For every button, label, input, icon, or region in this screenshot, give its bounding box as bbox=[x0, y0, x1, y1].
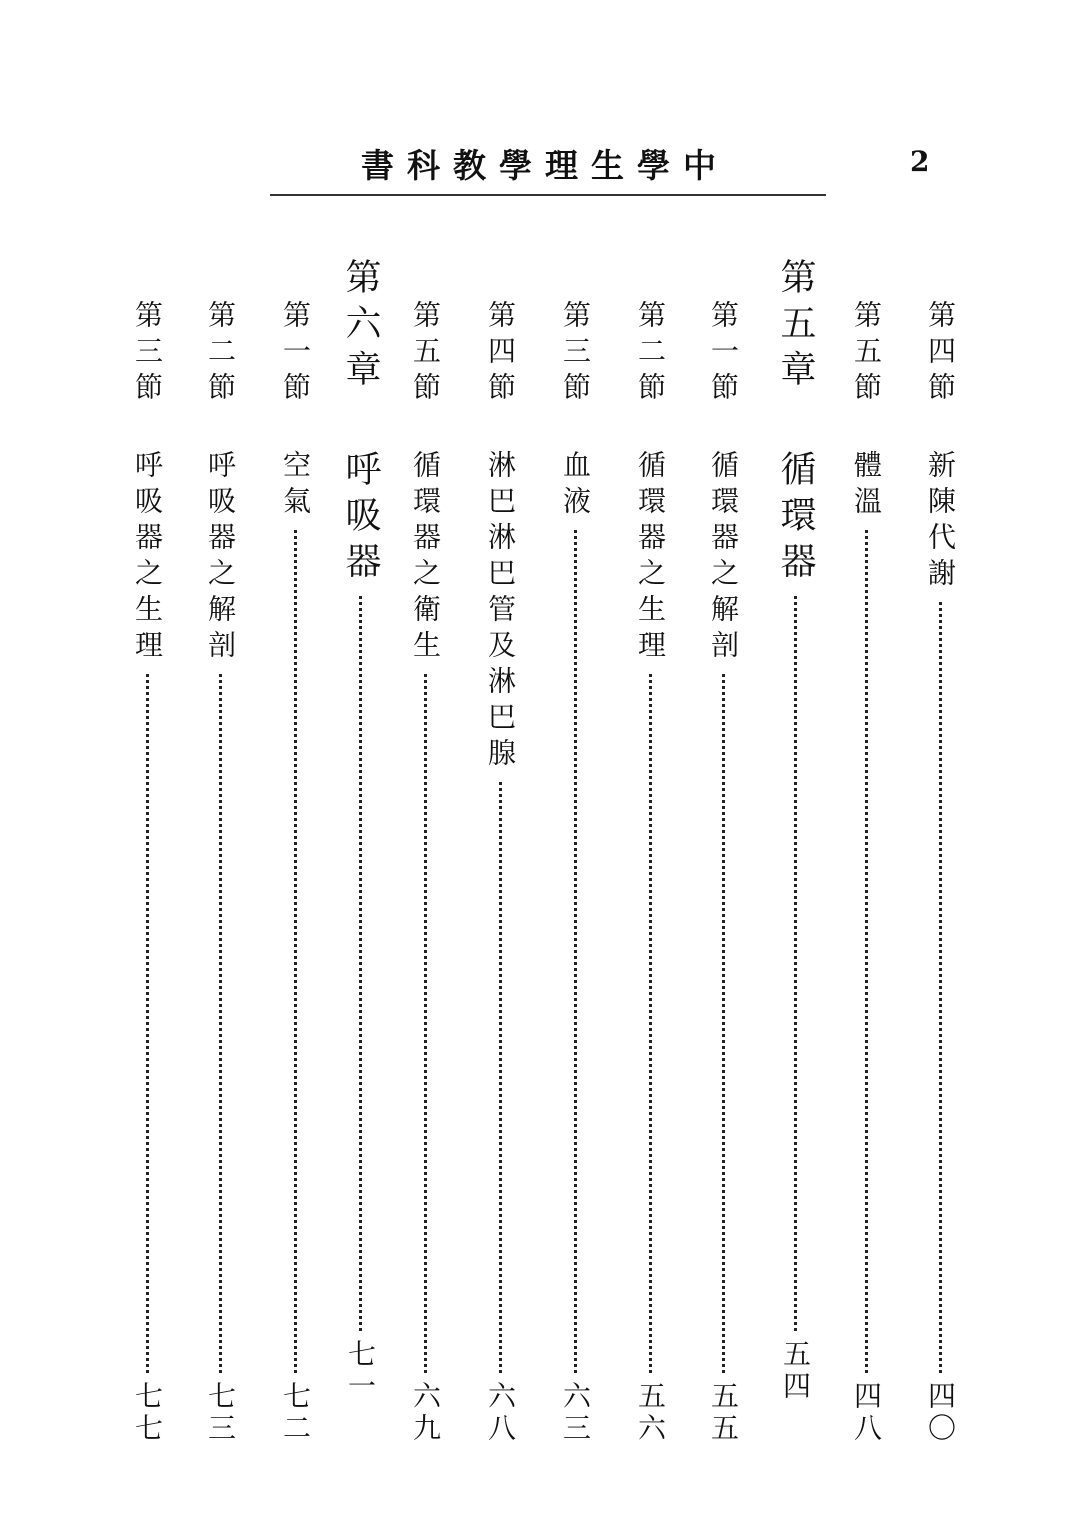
entry-title: 呼吸器之解剖 bbox=[204, 450, 237, 666]
dot-leader bbox=[649, 674, 652, 1373]
entry-label: 第四節 bbox=[484, 300, 517, 408]
entry-title: 淋巴淋巴管及淋巴腺 bbox=[484, 450, 517, 774]
toc-section-entry bbox=[703, 300, 743, 1445]
entry-label: 第五節 bbox=[409, 300, 442, 408]
toc-chapter-entry bbox=[336, 258, 384, 1403]
entry-page: 五六 bbox=[634, 1381, 667, 1445]
entry-page: 四八 bbox=[850, 1381, 883, 1445]
entry-page: 六三 bbox=[559, 1381, 592, 1445]
toc-chapter-entry bbox=[771, 258, 819, 1403]
toc-section-entry bbox=[555, 300, 595, 1445]
toc-section-entry bbox=[480, 300, 520, 1445]
entry-title: 循環器之解剖 bbox=[707, 450, 740, 666]
entry-title: 血液 bbox=[559, 450, 592, 522]
dot-leader bbox=[574, 530, 577, 1373]
dot-leader bbox=[499, 782, 502, 1373]
entry-title: 呼吸器之生理 bbox=[131, 450, 164, 666]
dot-leader bbox=[424, 674, 427, 1373]
entry-title: 循環器 bbox=[775, 450, 816, 588]
entry-page: 六九 bbox=[409, 1381, 442, 1445]
dot-leader bbox=[219, 674, 222, 1373]
entry-page: 七一 bbox=[344, 1339, 377, 1403]
entry-page: 五五 bbox=[707, 1381, 740, 1445]
entry-label: 第二節 bbox=[204, 300, 237, 408]
entry-label: 第一節 bbox=[707, 300, 740, 408]
running-header-title: 中學生理學教科書 bbox=[361, 146, 729, 185]
toc-section-entry bbox=[405, 300, 445, 1445]
toc-section-entry bbox=[846, 300, 886, 1445]
entry-page: 七二 bbox=[279, 1381, 312, 1445]
entry-page: 四〇 bbox=[924, 1381, 957, 1445]
entry-label: 第五章 bbox=[775, 258, 816, 396]
dot-leader bbox=[294, 530, 297, 1373]
entry-label: 第五節 bbox=[850, 300, 883, 408]
dot-leader bbox=[146, 674, 149, 1373]
toc-section-entry bbox=[275, 300, 315, 1445]
toc-section-entry bbox=[920, 300, 960, 1445]
entry-title: 新陳代謝 bbox=[924, 450, 957, 594]
dot-leader bbox=[794, 596, 797, 1331]
entry-label: 第二節 bbox=[634, 300, 667, 408]
entry-page: 六八 bbox=[484, 1381, 517, 1445]
entry-label: 第六章 bbox=[340, 258, 381, 396]
dot-leader bbox=[359, 596, 362, 1331]
toc-section-entry bbox=[127, 300, 167, 1445]
entry-page: 七三 bbox=[204, 1381, 237, 1445]
dot-leader bbox=[939, 602, 942, 1373]
entry-title: 呼吸器 bbox=[340, 450, 381, 588]
dot-leader bbox=[722, 674, 725, 1373]
header-rule bbox=[270, 194, 826, 196]
toc-section-entry bbox=[630, 300, 670, 1445]
entry-label: 第四節 bbox=[924, 300, 957, 408]
entry-label: 第三節 bbox=[131, 300, 164, 408]
entry-page: 五四 bbox=[779, 1339, 812, 1403]
entry-title: 體溫 bbox=[850, 450, 883, 522]
entry-title: 空氣 bbox=[279, 450, 312, 522]
entry-label: 第三節 bbox=[559, 300, 592, 408]
toc-section-entry bbox=[200, 300, 240, 1445]
entry-title: 循環器之生理 bbox=[634, 450, 667, 666]
entry-page: 七七 bbox=[131, 1381, 164, 1445]
entry-title: 循環器之衛生 bbox=[409, 450, 442, 666]
entry-label: 第一節 bbox=[279, 300, 312, 408]
dot-leader bbox=[865, 530, 868, 1373]
page-number: 2 bbox=[910, 145, 930, 178]
